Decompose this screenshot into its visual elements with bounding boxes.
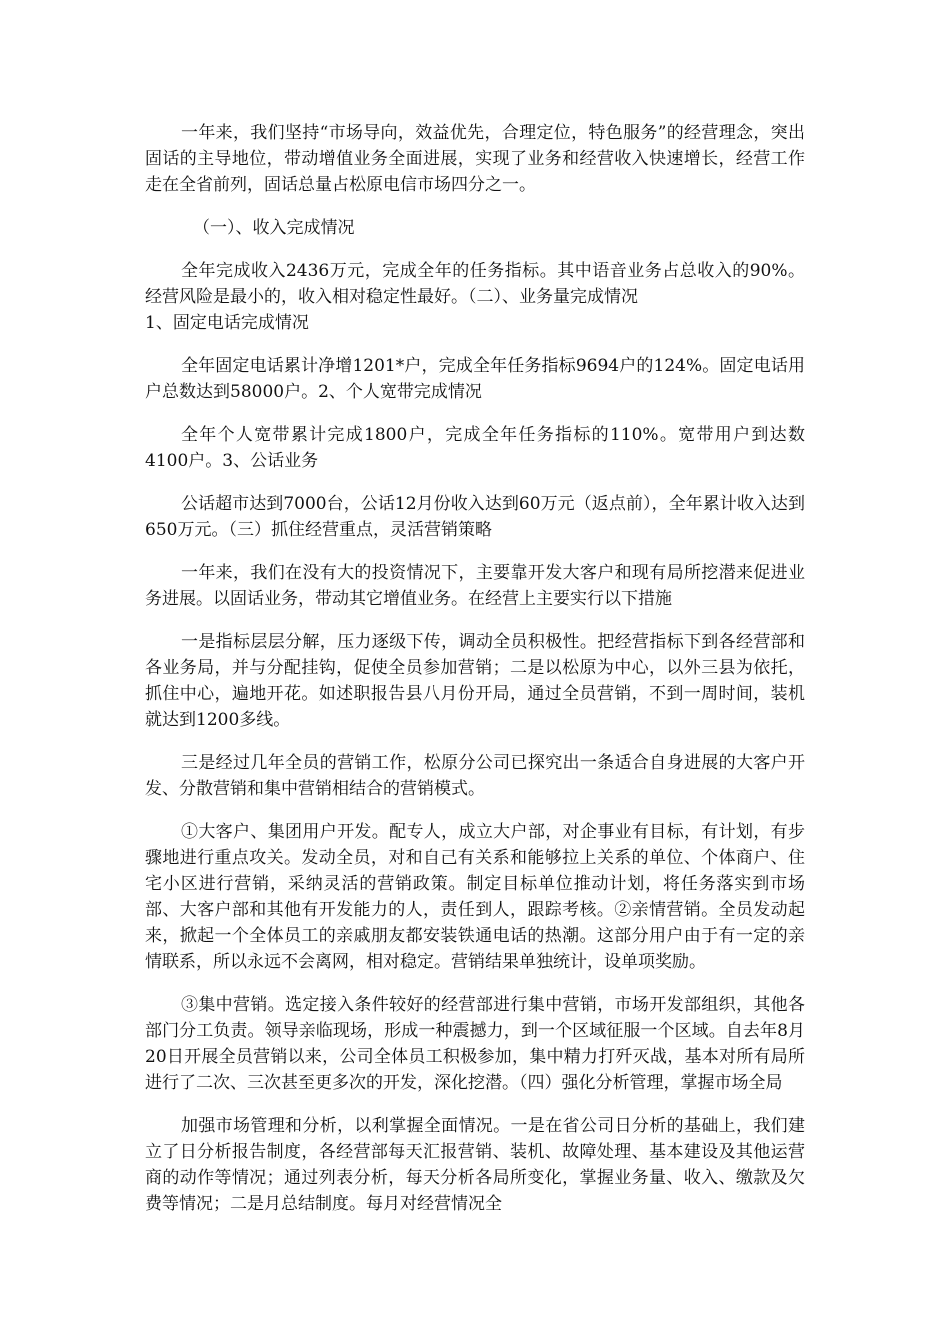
paragraph-fixed-phone: 全年固定电话累计净增1201*户，完成全年任务指标9694户的124%。固定电话用户总数达到58000户。2、个人宽带完成情况 (145, 356, 805, 402)
paragraph-analysis: 加强市场管理和分析，以利掌握全面情况。一是在省公司日分析的基础上，我们建立了日分析报告制度，各经营部每天汇报营销、装机、故障处理、基本建设及其他运营商的动作等情况；通过列表分析，每天分析各局所变化，掌握业务量、收入、缴款及欠费等情况；二是月总结制度。每月对经营情况全 (145, 1116, 805, 1214)
paragraph-measures: 一年来，我们在没有大的投资情况下，主要靠开发大客户和现有局所挖潜来促进业务进展。以固话业务，带动其它增值业务。在经营上主要实行以下措施 (145, 563, 805, 609)
paragraph-broadband: 全年个人宽带累计完成1800户，完成全年任务指标的110%。宽带用户到达数4100户。3、公话业务 (145, 425, 805, 471)
paragraph-income: 全年完成收入2436万元，完成全年的任务指标。其中语音业务占总收入的90%。经营风险是最小的，收入相对稳定性最好。（二）、业务量完成情况 1、固定电话完成情况 (145, 261, 805, 333)
paragraph-marketing-model: 三是经过几年全员的营销工作，松原分公司已探究出一条适合自身进展的大客户开发、分散营销和集中营销相结合的营销模式。 (145, 753, 805, 799)
paragraph-targets: 一是指标层层分解，压力逐级下传，调动全员积极性。把经营指标下到各经营部和各业务局，并与分配挂钩，促使全员参加营销；二是以松原为中心，以外三县为依托，抓住中心，遍地开花。如述职报告县八月份开局，通过全员营销，不到一周时间，装机就达到1200多线。 (145, 632, 805, 730)
document-body (145, 120, 805, 1234)
section-heading-income: （一）、收入完成情况 (193, 218, 355, 238)
paragraph-concentrated-marketing: ③集中营销。选定接入条件较好的经营部进行集中营销，市场开发部组织，其他各部门分工负责。领导亲临现场，形成一种震撼力，到一个区域征服一个区域。自去年8月20日开展全员营销以来，公司全体员工积极参加，集中精力打歼灭战，基本对所有局所进行了二次、三次甚至更多次的开发，深化挖潜。（四）强化分析管理，掌握市场全局 (145, 995, 805, 1093)
paragraph-key-accounts: ①大客户、集团用户开发。配专人，成立大户部，对企事业有目标，有计划，有步骤地进行重点攻关。发动全员，对和自己有关系和能够拉上关系的单位、个体商户、住宅小区进行营销，采纳灵活的营销政策。制定目标单位推动计划，将任务落实到市场部、大客户部和其他有开发能力的人，责任到人，跟踪考核。②亲情营销。全员发动起来，掀起一个全体员工的亲戚朋友都安装铁通电话的热潮。这部分用户由于有一定的亲情联系，所以永远不会离网，相对稳定。营销结果单独统计，设单项奖励。 (145, 822, 805, 972)
paragraph-intro: 一年来，我们坚持“市场导向，效益优先，合理定位，特色服务”的经营理念，突出固话的主导地位，带动增值业务全面进展，实现了业务和经营收入快速增长，经营工作走在全省前列，固话总量占松原电信市场四分之一。 (145, 123, 805, 195)
paragraph-public-phone: 公话超市达到7000台，公话12月份收入达到60万元（返点前），全年累计收入达到650万元。（三）抓住经营重点，灵活营销策略 (145, 494, 805, 540)
